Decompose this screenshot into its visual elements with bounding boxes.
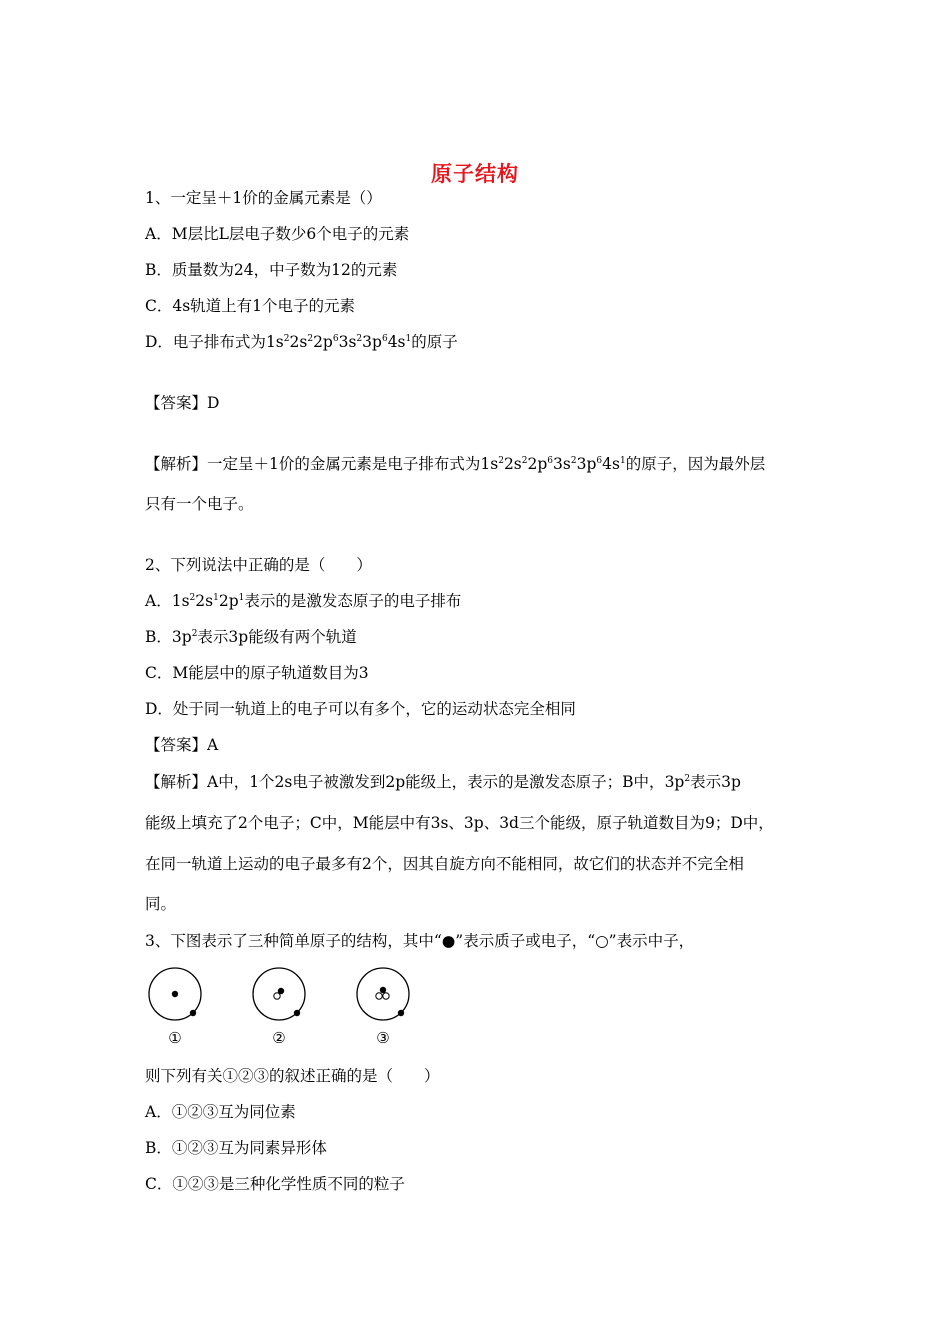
q3-option-b: B．①②③互为同素异形体 xyxy=(145,1139,327,1157)
atom-1-electron xyxy=(190,1010,196,1016)
q1-option-d xyxy=(145,332,458,352)
q1-answer: 【答案】D xyxy=(145,394,220,412)
atom-3-label: ③ xyxy=(376,1029,390,1047)
q1-d-suffix: 的原子 xyxy=(411,333,458,351)
q3-option-a: A．①②③互为同位素 xyxy=(145,1103,296,1121)
q2-stem: 2、下列说法中正确的是（ ） xyxy=(145,556,372,574)
q3-option-c: C．①②③是三种化学性质不同的粒子 xyxy=(145,1175,405,1193)
q1-option-c: C．4s轨道上有1个电子的元素 xyxy=(145,297,356,315)
q1-option-b: B．质量数为24，中子数为12的元素 xyxy=(145,261,398,279)
atom-structure-diagram xyxy=(140,962,430,1052)
q1-option-a: A．M层比L层电子数少6个电子的元素 xyxy=(145,225,410,243)
page-title: 原子结构 xyxy=(431,162,519,186)
q1-analysis-suffix: 的原子，因为最外层 xyxy=(625,455,766,473)
q2-option-d: D．处于同一轨道上的电子可以有多个，它的运动状态完全相同 xyxy=(145,700,576,718)
q1-d-config: $1s^22s^22p^63s^23p^64s^1$ xyxy=(265,333,412,351)
q2-a-config: $1s^22s^12p^1$ xyxy=(171,592,245,610)
atom-3-neutron-2 xyxy=(383,993,389,999)
q1-stem: 1、一定呈＋1价的金属元素是（） xyxy=(145,189,382,207)
q2-option-a: A．$1s^22s^12p^1$表示的是激发态原子的电子排布 xyxy=(145,592,462,610)
atom-1 xyxy=(149,968,201,1047)
q2-analysis-line3: 在同一轨道上运动的电子最多有2个，因其自旋方向不能相同，故它们的状态并不完全相 xyxy=(145,855,744,873)
q2-answer: 【答案】A xyxy=(145,736,219,754)
atom-2-electron xyxy=(294,1010,300,1016)
q1-analysis-line1 xyxy=(145,454,765,474)
atom-3-neutron-1 xyxy=(376,993,382,999)
atom-2 xyxy=(253,968,305,1047)
q2-analysis-line1: 【解析】A中，1个2s电子被激发到2p能级上，表示的是激发态原子；B中，$3p^2$表示3p xyxy=(145,773,741,791)
q1-d-prefix: D．电子排布式为 xyxy=(145,333,266,351)
atom-2-label: ② xyxy=(272,1029,286,1047)
q1-analysis-prefix: 【解析】一定呈＋1价的金属元素是电子排布式为 xyxy=(145,455,481,473)
q3-stem: 3、下图表示了三种简单原子的结构，其中“●”表示质子或电子，“○”表示中子， xyxy=(145,932,695,950)
atom-2-neutron xyxy=(274,993,280,999)
q2-analysis-line2: 能级上填充了2个电子；C中，M能层中有3s、3p、3d三个能级，原子轨道数目为9；D中， xyxy=(145,814,774,832)
q2-analysis-line4: 同。 xyxy=(145,895,177,913)
atom-1-proton xyxy=(172,991,178,997)
q2-option-b: B．$3p^2$表示3p能级有两个轨道 xyxy=(145,628,357,646)
q2-option-c: C．M能层中的原子轨道数目为3 xyxy=(145,664,369,682)
q1-analysis-line2: 只有一个电子。 xyxy=(145,495,254,513)
q1-analysis-config: $1s^22s^22p^63s^23p^64s^1$ xyxy=(480,455,626,473)
atom-1-label: ① xyxy=(168,1029,182,1047)
atom-3 xyxy=(357,968,409,1047)
q3-question: 则下列有关①②③的叙述正确的是（ ） xyxy=(145,1067,440,1085)
atom-3-electron xyxy=(398,1010,404,1016)
atom-3-proton xyxy=(380,987,386,993)
